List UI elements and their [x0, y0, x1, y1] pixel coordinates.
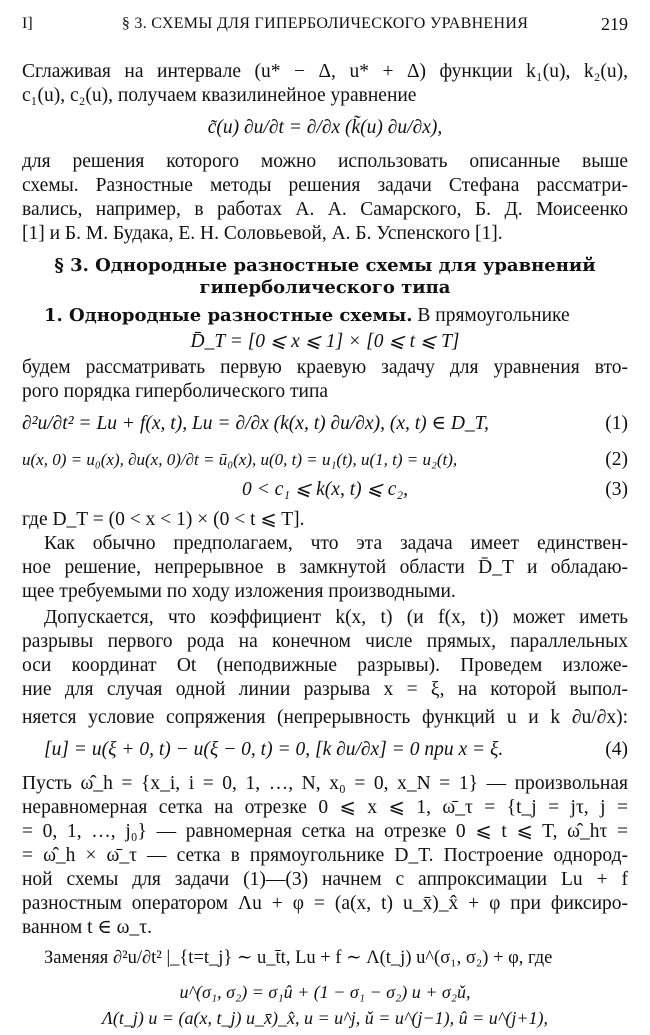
- equation-3-body: 0 < c₁ ⩽ k(x, t) ⩽ c₂,: [241, 479, 409, 500]
- equation-3-number: (3): [605, 479, 628, 500]
- text-line: оси координат Ot (неподвижные разрывы). Проведем изложе-: [22, 655, 628, 676]
- subsection-line: [22, 304, 628, 328]
- text-line: схемы. Разностные методы решения задачи Стефана рассматри-: [22, 175, 628, 196]
- equation-2: [22, 448, 628, 472]
- text-line: для решения которого можно использовать описанные выше: [22, 151, 628, 172]
- equation-4: [22, 738, 628, 762]
- page-number: 219: [601, 14, 628, 34]
- equation-4-body: [u] = u(ξ + 0, t) − u(ξ − 0, t) = 0, [k ∂u/∂x] = 0 при x = ξ.: [44, 739, 504, 760]
- text-line: ванном t ∈ ω_τ.: [22, 917, 152, 938]
- equation-1: [22, 412, 628, 436]
- equation-1-body: ∂²u/∂t² = Lu + f(x, t), Lu = ∂/∂x (k(x, t) ∂u/∂x), (x, t) ∈ D_T,: [22, 413, 489, 434]
- text-line: разностным оператором Λu + φ = (a(x, t) u_x̄)_x̂ + φ при фиксиро-: [22, 893, 628, 914]
- equation-domain: D̄_T = [0 ⩽ x ⩽ 1] × [0 ⩽ t ⩽ T]: [190, 331, 460, 352]
- equation-5: u^(σ₁, σ₂) = σ₁û + (1 − σ₁ − σ₂) u + σ₂ǔ,: [179, 982, 471, 1002]
- text-line: Сглаживая на интервале (u* − Δ, u* + Δ) функции k₁(u), k₂(u),: [22, 61, 628, 82]
- text-line: разрывы первого рода на конечном числе прямых, параллельных: [22, 631, 628, 652]
- subsection-title: 1. Однородные разностные схемы.: [44, 305, 413, 326]
- text-line: c₁(u), c₂(u), получаем квазилинейное уравнение: [22, 85, 417, 106]
- text-line: будем рассматривать первую краевую задачу для уравнения вто-: [22, 357, 628, 378]
- equation-4-number: (4): [605, 739, 628, 760]
- text-line: ной схемы для задачи (1)—(3) начнем с аппроксимации Lu + f: [22, 869, 628, 890]
- text-line: рого порядка гиперболического типа: [22, 381, 329, 402]
- text-line: Пусть ω̂_h = {x_i, i = 0, 1, …, N, x₀ = 0, x_N = 1} — произвольная: [22, 773, 628, 794]
- text-line: Допускается, что коэффициент k(x, t) (и f(x, t)) может иметь: [44, 607, 628, 628]
- equation-smoothed: c̃(u) ∂u/∂t = ∂/∂x (k̃(u) ∂u/∂x),: [207, 117, 443, 138]
- text-line: Как обычно предполагаем, что эта задача имеет единствен-: [44, 533, 628, 554]
- text-line: Заменяя ∂²u/∂t² |_{t=t_j} ∼ u_t̄t, Lu + f ∼ Λ(t_j) u^(σ₁, σ₂) + φ, где: [44, 948, 553, 968]
- text-line: где D_T = (0 < x < 1) × (0 < t ⩽ T].: [22, 509, 305, 530]
- equation-2-number: (2): [605, 449, 628, 470]
- equation-1-number: (1): [605, 413, 628, 434]
- text-line: = ω̂_h × ω̄_τ — сетка в прямоугольнике D_T. Построение однород-: [22, 845, 628, 866]
- text-line: няется условие сопряжения (непрерывность функций u и k ∂u/∂x):: [22, 707, 628, 728]
- header-title: § 3. СХЕМЫ ДЛЯ ГИПЕРБОЛИЧЕСКОГО УРАВНЕНИЯ: [121, 15, 529, 32]
- header-left-mark: I]: [22, 15, 33, 32]
- text-line: ние для случая одной линии разрыва x = ξ, на которой выпол-: [22, 679, 628, 700]
- text-line: щее требуемыми по ходу изложения производными.: [22, 581, 456, 602]
- text-line: = 0, 1, …, j₀} — равномерная сетка на отрезке 0 ⩽ t ⩽ T, ω̂_hτ =: [22, 821, 628, 842]
- text-line: [1] и Б. М. Будака, Е. Н. Соловьевой, А. Б. Успенского [1].: [22, 223, 503, 244]
- text-line: вались, например, в работах А. А. Самарского, Б. Д. Моисеенко: [22, 199, 628, 220]
- text-line: ное решение, непрерывное в замкнутой области D̄_T и обладаю-: [22, 557, 628, 578]
- subsection-text: В прямоугольнике: [412, 305, 570, 326]
- section-title: гиперболического типа: [199, 277, 451, 298]
- equation-2-body: u(x, 0) = u₀(x), ∂u(x, 0)/∂t = ū₀(x), u(0, t) = u₁(t), u(1, t) = u₂(t),: [22, 450, 458, 469]
- text-line: неравномерная сетка на отрезке 0 ⩽ x ⩽ 1, ω̄_τ = {t_j = jτ, j =: [22, 797, 628, 818]
- equation-6: Λ(t_j) u = (a(x, t_j) u_x̄)_x̂, u = u^j, ǔ = u^(j−1), û = u^(j+1),: [102, 1008, 548, 1028]
- section-title: § 3. Однородные разностные схемы для уравнений: [54, 255, 596, 276]
